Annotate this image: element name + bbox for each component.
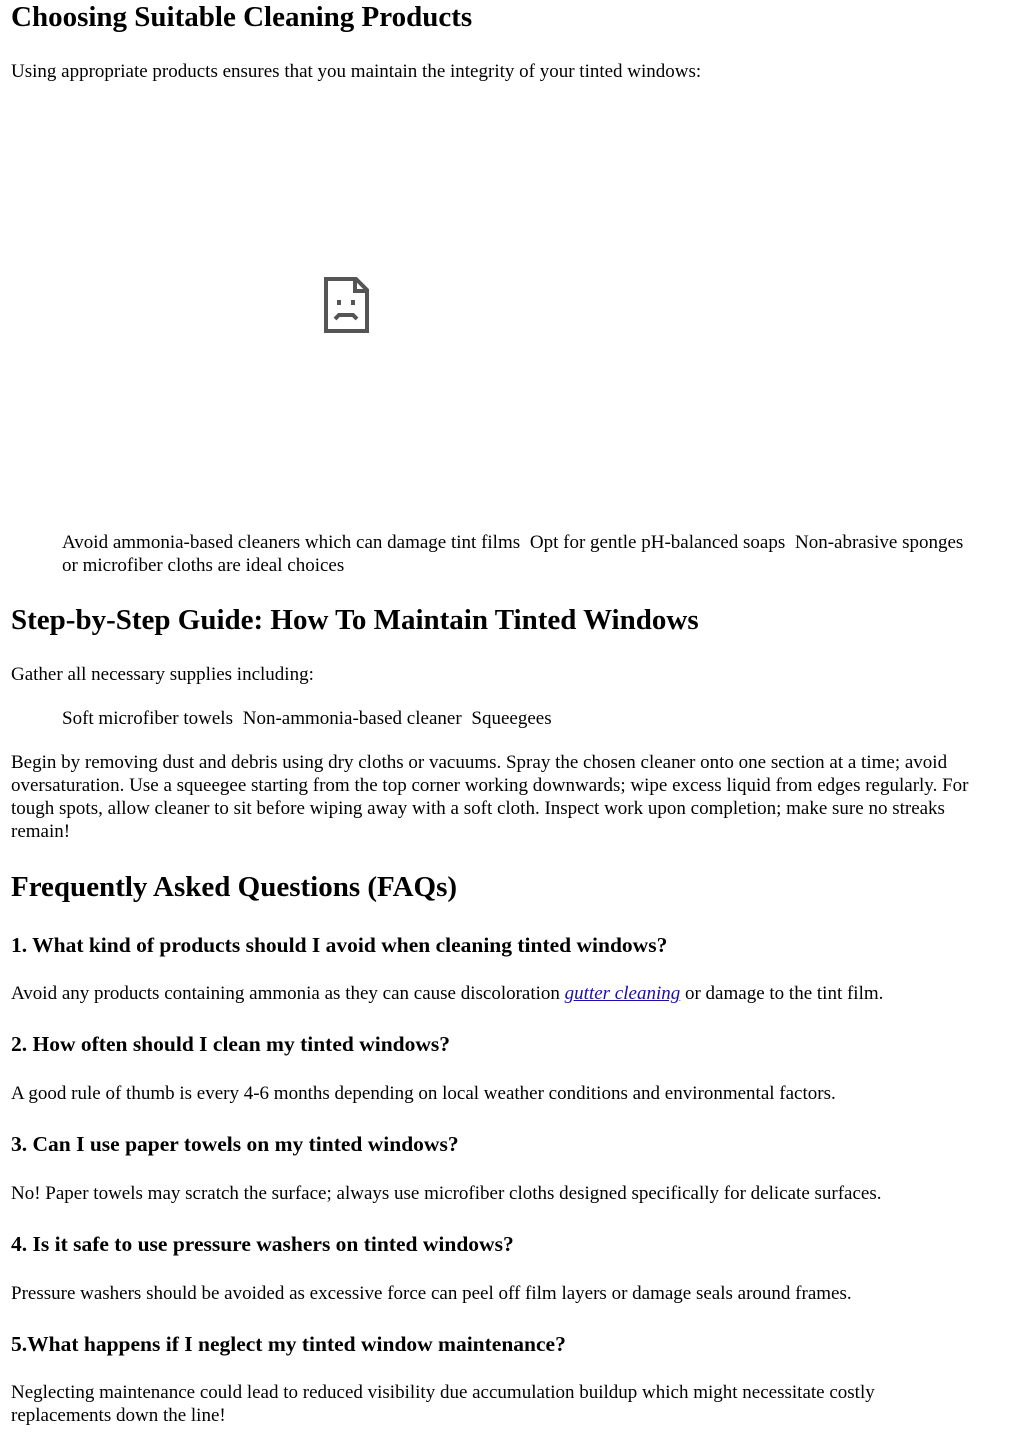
faq-answer-1 <box>11 982 883 1005</box>
faq-question-1: 1. What kind of products should I avoid when cleaning tinted windows? <box>11 933 668 957</box>
faq-question-2: 2. How often should I clean my tinted windows? <box>11 1032 451 1056</box>
faq-heading: Frequently Asked Questions (FAQs) <box>11 871 458 903</box>
guide-heading: Step-by-Step Guide: How To Maintain Tinted Windows <box>11 604 699 636</box>
list-item: Avoid ammonia-based cleaners which can damage tint films <box>62 532 521 553</box>
faq-answer-2: A good rule of thumb is every 4-6 months depending on local weather conditions and environmental factors. <box>11 1083 836 1104</box>
supplies-list <box>62 707 982 730</box>
answer-text: or damage to the tint film. <box>680 983 884 1004</box>
faq-question-3: 3. Can I use paper towels on my tinted windows? <box>11 1132 459 1156</box>
faq-answer-3: No! Paper towels may scratch the surface; always use microfiber cloths designed specifically for delicate surfaces. <box>11 1183 882 1204</box>
faq-question-4: 4. Is it safe to use pressure washers on tinted windows? <box>11 1232 514 1256</box>
list-item: Non-ammonia-based cleaner <box>242 708 462 729</box>
list-item: Squeegees <box>471 708 552 729</box>
list-item: Soft microfiber towels <box>62 708 233 729</box>
products-heading: Choosing Suitable Cleaning Products <box>11 1 473 33</box>
products-list <box>62 531 982 577</box>
broken-image-icon <box>322 276 370 334</box>
gutter-cleaning-link[interactable]: gutter cleaning <box>564 983 681 1004</box>
list-item: Opt for gentle pH-balanced soaps <box>529 532 786 553</box>
guide-intro: Gather all necessary supplies including: <box>11 664 314 685</box>
faq-answer-4: Pressure washers should be avoided as excessive force can peel off film layers or damage seals around frames. <box>11 1283 852 1304</box>
steps-paragraph: Begin by removing dust and debris using dry cloths or vacuums. Spray the chosen cleaner onto one section at a time; avoid oversaturation. Use a squeegee starting from the top corner working downwards; wipe excess liquid from edges regularly. For tough spots, allow cleaner to sit before wiping away with a soft cloth. Inspect work upon completion; make sure no streaks remain! <box>11 752 969 842</box>
faq-question-5: 5.What happens if I neglect my tinted window maintenance? <box>11 1332 566 1356</box>
answer-text: Avoid any products containing ammonia as they can cause discoloration <box>11 983 565 1004</box>
faq-answer-5: Neglecting maintenance could lead to reduced visibility due accumulation buildup which might necessitate costly replacements down the line! <box>11 1382 875 1426</box>
products-intro: Using appropriate products ensures that you maintain the integrity of your tinted windows: <box>11 61 702 82</box>
list-item: Non-abrasive sponges or microfiber cloths are ideal choices <box>62 532 964 576</box>
